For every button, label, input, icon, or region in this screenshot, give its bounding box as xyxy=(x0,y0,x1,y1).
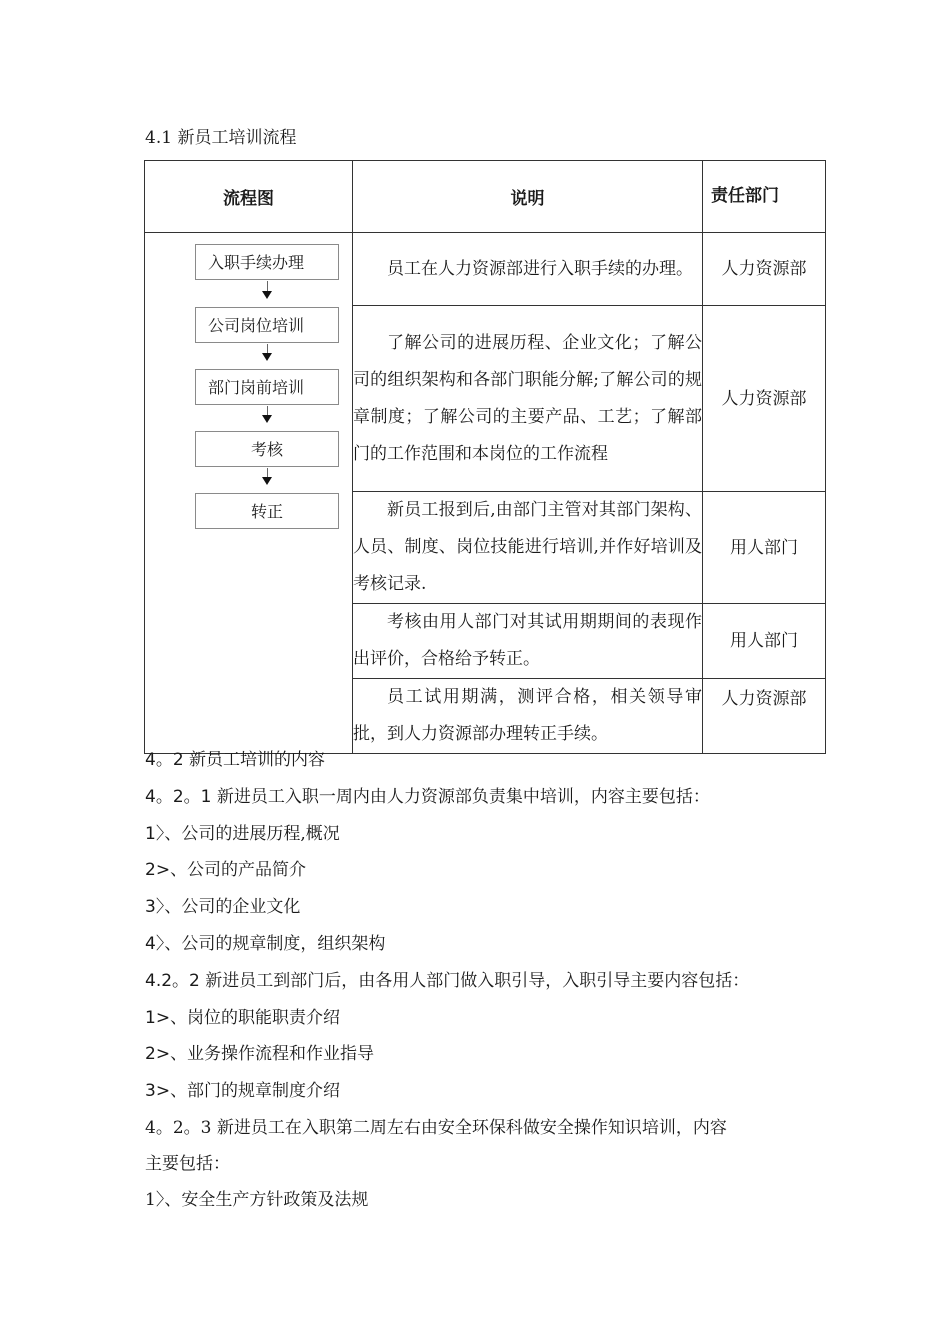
row-description: 员工试用期满，测评合格，相关领导审批，到人力资源部办理转正手续。 xyxy=(353,679,703,754)
flowchart-cell xyxy=(145,233,353,754)
row-description: 新员工报到后,由部门主管对其部门架构、人员、制度、岗位技能进行培训,并作好培训及考核记录. xyxy=(353,492,703,604)
table-row xyxy=(145,233,826,306)
list-item: 3〉、公司的企业文化 xyxy=(145,897,301,917)
header-responsible-dept: 责任部门 xyxy=(703,161,826,233)
row-description: 考核由用人部门对其试用期期间的表现作出评价，合格给予转正。 xyxy=(353,604,703,679)
arrow-down-icon xyxy=(262,353,272,361)
arrow-down-icon xyxy=(262,291,272,299)
paragraph-continuation: 主要包括： xyxy=(145,1154,230,1174)
header-description: 说明 xyxy=(353,161,703,233)
training-flow-table xyxy=(144,160,826,754)
list-item: 1〉、公司的进展历程,概况 xyxy=(145,824,340,844)
flow-step-company-training: 公司岗位培训 xyxy=(195,307,339,343)
flow-connector xyxy=(267,468,268,477)
list-item: 2>、业务操作流程和作业指导 xyxy=(145,1044,375,1064)
list-item: 4〉、公司的规章制度，组织架构 xyxy=(145,934,386,954)
flow-connector xyxy=(267,281,268,291)
flow-step-assessment: 考核 xyxy=(195,431,339,467)
row-department: 人力资源部 xyxy=(703,233,826,306)
table-header-row xyxy=(145,161,826,233)
section-heading-4-2: 4。2 新员工培训的内容 xyxy=(145,750,326,770)
list-item: 1>、岗位的职能职责介绍 xyxy=(145,1008,341,1028)
row-description: 了解公司的进展历程、企业文化；了解公司的组织架构和各部门职能分解;了解公司的规章制度；了解公司的主要产品、工艺；了解部门的工作范围和本岗位的工作流程 xyxy=(353,306,703,492)
paragraph: 4。2。3 新进员工在入职第二周左右由安全环保科做安全操作知识培训，内容 xyxy=(145,1118,727,1138)
flow-step-dept-training: 部门岗前培训 xyxy=(195,369,339,405)
arrow-down-icon xyxy=(262,415,272,423)
list-item: 2>、公司的产品简介 xyxy=(145,860,307,880)
arrow-down-icon xyxy=(262,477,272,485)
list-item: 1〉、安全生产方针政策及法规 xyxy=(145,1190,369,1210)
paragraph: 4.2。2 新进员工到部门后，由各用人部门做入职引导，入职引导主要内容包括： xyxy=(145,971,750,991)
section-title: 4.1 新员工培训流程 xyxy=(145,128,297,148)
flow-connector xyxy=(267,406,268,415)
list-item: 3>、部门的规章制度介绍 xyxy=(145,1081,341,1101)
paragraph: 4。2。1 新进员工入职一周内由人力资源部负责集中培训，内容主要包括： xyxy=(145,787,710,807)
flow-step-onboarding: 入职手续办理 xyxy=(195,244,339,280)
row-description: 员工在人力资源部进行入职手续的办理。 xyxy=(353,233,703,306)
row-department: 用人部门 xyxy=(703,604,826,679)
row-department: 用人部门 xyxy=(703,492,826,604)
header-flowchart: 流程图 xyxy=(145,161,353,233)
flow-step-confirmation: 转正 xyxy=(195,493,339,529)
row-department: 人力资源部 xyxy=(703,679,826,754)
flow-connector xyxy=(267,344,268,353)
row-department: 人力资源部 xyxy=(703,306,826,492)
